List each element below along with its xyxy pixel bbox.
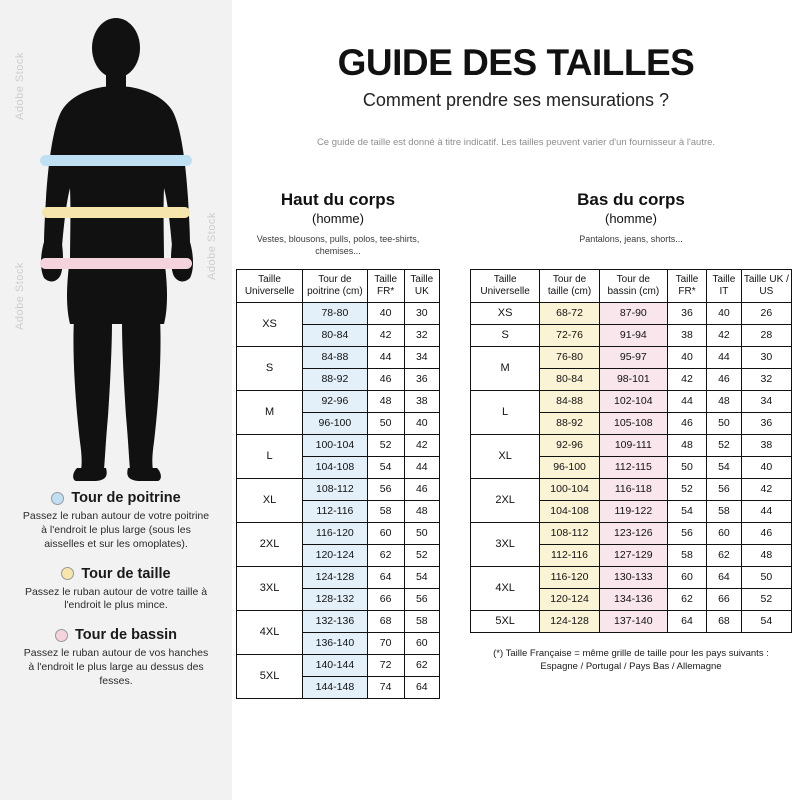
table-cell: 46 — [404, 478, 439, 500]
disclaimer-text: Ce guide de taille est donné à titre indicatif. Les tailles peuvent varier d'un fournisseur à l'autre. — [316, 137, 716, 148]
table-cell: 96-100 — [540, 456, 600, 478]
table-top-title: Haut du corps — [280, 190, 396, 209]
table-cell: 104-108 — [540, 500, 600, 522]
legend-item-waist — [8, 566, 224, 614]
table-cell: 91-94 — [599, 324, 667, 346]
figure-area — [0, 0, 232, 500]
size-label-cell: XS — [237, 302, 303, 346]
table-row — [237, 478, 440, 500]
column-header: Taille FR* — [667, 269, 706, 302]
table-cell: 54 — [367, 456, 404, 478]
table-row — [471, 610, 792, 632]
table-cell: 48 — [707, 390, 742, 412]
table-cell: 116-120 — [540, 566, 600, 588]
legend-text: Passez le ruban autour de votre taille à l'endroit le plus mince. — [24, 585, 208, 612]
table-cell: 52 — [367, 434, 404, 456]
table-cell: 112-116 — [303, 500, 368, 522]
table-cell: 50 — [404, 522, 439, 544]
table-cell: 72 — [367, 654, 404, 676]
table-cell: 58 — [667, 544, 706, 566]
table-cell: 100-104 — [540, 478, 600, 500]
size-label-cell: XL — [237, 478, 303, 522]
table-row — [471, 346, 792, 368]
table-cell: 60 — [707, 522, 742, 544]
table-cell: 50 — [667, 456, 706, 478]
male-silhouette-icon — [18, 18, 214, 488]
table-row — [237, 346, 440, 368]
table-cell: 120-124 — [303, 544, 368, 566]
table-cell: 64 — [367, 566, 404, 588]
table-cell: 30 — [404, 302, 439, 324]
table-cell: 40 — [707, 302, 742, 324]
table-cell: 38 — [667, 324, 706, 346]
table-cell: 56 — [404, 588, 439, 610]
table-cell: 102-104 — [599, 390, 667, 412]
table-row — [237, 522, 440, 544]
table-cell: 40 — [367, 302, 404, 324]
hips-color-dot-icon — [55, 629, 68, 642]
table-cell: 26 — [741, 302, 791, 324]
table-cell: 62 — [707, 544, 742, 566]
table-cell: 112-116 — [540, 544, 600, 566]
table-cell: 36 — [404, 368, 439, 390]
size-label-cell: 2XL — [237, 522, 303, 566]
table-cell: 64 — [667, 610, 706, 632]
table-cell: 62 — [367, 544, 404, 566]
table-cell: 128-132 — [303, 588, 368, 610]
table-bottom-title: Bas du corps — [577, 190, 685, 209]
table-cell: 40 — [404, 412, 439, 434]
table-cell: 60 — [367, 522, 404, 544]
table-cell: 56 — [367, 478, 404, 500]
table-cell: 132-136 — [303, 610, 368, 632]
legend-label: Tour de taille — [81, 565, 171, 582]
table-cell: 64 — [707, 566, 742, 588]
size-label-cell: M — [471, 346, 540, 390]
table-row — [471, 478, 792, 500]
size-label-cell: 4XL — [471, 566, 540, 610]
table-cell: 52 — [741, 588, 791, 610]
table-cell: 44 — [741, 500, 791, 522]
table-bottom-description: Pantalons, jeans, shorts... — [579, 233, 683, 244]
table-cell: 80-84 — [540, 368, 600, 390]
size-label-cell: XS — [471, 302, 540, 324]
table-cell: 140-144 — [303, 654, 368, 676]
watermark-text: Adobe Stock — [14, 52, 26, 120]
size-label-cell: S — [237, 346, 303, 390]
table-bottom-body — [470, 190, 792, 673]
table-cell: 32 — [741, 368, 791, 390]
table-cell: 46 — [741, 522, 791, 544]
table-cell: 28 — [741, 324, 791, 346]
table-cell: 78-80 — [303, 302, 368, 324]
table-cell: 34 — [404, 346, 439, 368]
watermark-text: Adobe Stock — [206, 212, 218, 280]
table-row — [471, 566, 792, 588]
table-cell: 44 — [707, 346, 742, 368]
table-cell: 68 — [367, 610, 404, 632]
table-cell: 64 — [404, 676, 439, 698]
table-cell: 92-96 — [540, 434, 600, 456]
table-cell: 88-92 — [303, 368, 368, 390]
table-cell: 36 — [667, 302, 706, 324]
table-cell: 38 — [404, 390, 439, 412]
waist-measure-band — [42, 207, 190, 218]
table-cell: 105-108 — [599, 412, 667, 434]
table-cell: 62 — [667, 588, 706, 610]
table-cell: 74 — [367, 676, 404, 698]
footnote-line-1: (*) Taille Française = même grille de taille pour les pays suivants : — [493, 647, 769, 659]
size-label-cell: 3XL — [237, 566, 303, 610]
table-cell: 52 — [667, 478, 706, 500]
column-header: Taille Universelle — [237, 269, 303, 302]
column-header: Tour de taille (cm) — [540, 269, 600, 302]
table-cell: 34 — [741, 390, 791, 412]
table-row — [237, 610, 440, 632]
table-top-description: Vestes, blousons, pulls, polos, tee-shirts, chemises... — [256, 233, 420, 256]
table-cell: 44 — [404, 456, 439, 478]
table-cell: 58 — [367, 500, 404, 522]
table-row — [237, 566, 440, 588]
table-cell: 54 — [707, 456, 742, 478]
legend-label: Tour de poitrine — [71, 490, 181, 506]
table-cell: 130-133 — [599, 566, 667, 588]
table-cell: 46 — [367, 368, 404, 390]
table-cell: 92-96 — [303, 390, 368, 412]
table-cell: 46 — [667, 412, 706, 434]
table-cell: 123-126 — [599, 522, 667, 544]
table-cell: 48 — [741, 544, 791, 566]
table-cell: 52 — [404, 544, 439, 566]
footnote-line-2: Espagne / Portugal / Pays Bas / Allemagne — [540, 660, 722, 672]
size-label-cell: XL — [471, 434, 540, 478]
table-cell: 32 — [404, 324, 439, 346]
table-cell: 38 — [741, 434, 791, 456]
watermark-text: Adobe Stock — [14, 262, 26, 330]
table-cell: 40 — [741, 456, 791, 478]
size-label-cell: 5XL — [237, 654, 303, 698]
size-table-top — [236, 269, 440, 699]
table-cell: 62 — [404, 654, 439, 676]
table-cell: 137-140 — [599, 610, 667, 632]
table-row — [471, 390, 792, 412]
table-cell: 40 — [667, 346, 706, 368]
table-bottom-subtitle: (homme) — [604, 210, 657, 226]
chest-measure-band — [40, 155, 192, 166]
size-label-cell: L — [471, 390, 540, 434]
legend — [0, 490, 232, 703]
table-cell: 76-80 — [540, 346, 600, 368]
table-cell: 72-76 — [540, 324, 600, 346]
table-cell: 56 — [667, 522, 706, 544]
table-cell: 136-140 — [303, 632, 368, 654]
table-cell: 127-129 — [599, 544, 667, 566]
table-cell: 66 — [367, 588, 404, 610]
table-cell: 68-72 — [540, 302, 600, 324]
size-label-cell: 2XL — [471, 478, 540, 522]
legend-text: Passez le ruban autour de vos hanches à l'endroit le plus large au dessus des fesses. — [23, 647, 209, 688]
table-cell: 44 — [667, 390, 706, 412]
table-cell: 66 — [707, 588, 742, 610]
table-cell: 84-88 — [303, 346, 368, 368]
column-header: Tour de bassin (cm) — [599, 269, 667, 302]
legend-title-chest — [8, 490, 224, 506]
table-cell: 54 — [741, 610, 791, 632]
table-cell: 116-120 — [303, 522, 368, 544]
waist-color-dot-icon — [61, 567, 74, 580]
size-label-cell: 5XL — [471, 610, 540, 632]
table-row — [471, 434, 792, 456]
legend-label: Tour de bassin — [74, 627, 178, 644]
table-cell: 108-112 — [303, 478, 368, 500]
table-cell: 100-104 — [303, 434, 368, 456]
table-cell: 42 — [741, 478, 791, 500]
table-cell: 87-90 — [599, 302, 667, 324]
chest-color-dot-icon — [51, 492, 64, 505]
column-header: Taille FR* — [367, 269, 404, 302]
table-cell: 58 — [404, 610, 439, 632]
size-label-cell: S — [471, 324, 540, 346]
table-cell: 58 — [707, 500, 742, 522]
column-header: Taille UK — [404, 269, 439, 302]
table-cell: 42 — [404, 434, 439, 456]
table-cell: 52 — [707, 434, 742, 456]
table-cell: 56 — [707, 478, 742, 500]
table-cell: 84-88 — [540, 390, 600, 412]
table-row — [237, 654, 440, 676]
table-cell: 104-108 — [303, 456, 368, 478]
size-label-cell: 3XL — [471, 522, 540, 566]
footnote — [470, 647, 792, 674]
table-cell: 48 — [367, 390, 404, 412]
table-row — [471, 324, 792, 346]
table-cell: 44 — [367, 346, 404, 368]
left-panel — [0, 0, 232, 800]
table-row — [237, 434, 440, 456]
table-cell: 98-101 — [599, 368, 667, 390]
size-table-bottom — [470, 269, 792, 633]
table-cell: 48 — [667, 434, 706, 456]
table-row — [471, 522, 792, 544]
column-header: Taille UK / US — [741, 269, 791, 302]
table-cell: 54 — [404, 566, 439, 588]
table-cell: 108-112 — [540, 522, 600, 544]
table-top-subtitle: (homme) — [311, 210, 364, 226]
size-label-cell: M — [237, 390, 303, 434]
size-label-cell: 4XL — [237, 610, 303, 654]
page-title: GUIDE DES TAILLES — [337, 42, 695, 83]
table-cell: 42 — [667, 368, 706, 390]
table-cell: 119-122 — [599, 500, 667, 522]
hips-measure-band — [40, 258, 192, 269]
table-cell: 68 — [707, 610, 742, 632]
table-cell: 50 — [707, 412, 742, 434]
table-row — [237, 390, 440, 412]
table-cell: 36 — [741, 412, 791, 434]
column-header: Tour de poitrine (cm) — [303, 269, 368, 302]
header — [232, 0, 800, 148]
column-header: Taille Universelle — [471, 269, 540, 302]
table-cell: 80-84 — [303, 324, 368, 346]
table-cell: 30 — [741, 346, 791, 368]
table-cell: 60 — [404, 632, 439, 654]
table-cell: 124-128 — [540, 610, 600, 632]
legend-item-chest — [8, 490, 224, 552]
table-cell: 50 — [741, 566, 791, 588]
table-cell: 70 — [367, 632, 404, 654]
table-cell: 88-92 — [540, 412, 600, 434]
page-subtitle: Comment prendre ses mensurations ? — [362, 90, 670, 110]
table-cell: 116-118 — [599, 478, 667, 500]
table-cell: 144-148 — [303, 676, 368, 698]
table-cell: 46 — [707, 368, 742, 390]
table-cell: 95-97 — [599, 346, 667, 368]
legend-title-waist — [8, 566, 224, 582]
table-cell: 42 — [367, 324, 404, 346]
table-top-body — [236, 190, 440, 699]
table-cell: 60 — [667, 566, 706, 588]
table-cell: 42 — [707, 324, 742, 346]
table-cell: 50 — [367, 412, 404, 434]
legend-item-hips — [8, 627, 224, 689]
table-cell: 112-115 — [599, 456, 667, 478]
table-cell: 134-136 — [599, 588, 667, 610]
table-row — [471, 302, 792, 324]
legend-text: Passez le ruban autour de votre poitrine à l'endroit le plus large (sous les aisselles et sur les omoplates). — [22, 510, 210, 550]
table-cell: 48 — [404, 500, 439, 522]
table-cell: 109-111 — [599, 434, 667, 456]
table-cell: 96-100 — [303, 412, 368, 434]
table-cell: 124-128 — [303, 566, 368, 588]
column-header: Taille IT — [707, 269, 742, 302]
table-cell: 54 — [667, 500, 706, 522]
table-row — [237, 302, 440, 324]
size-label-cell: L — [237, 434, 303, 478]
legend-title-hips — [8, 627, 224, 643]
table-cell: 120-124 — [540, 588, 600, 610]
